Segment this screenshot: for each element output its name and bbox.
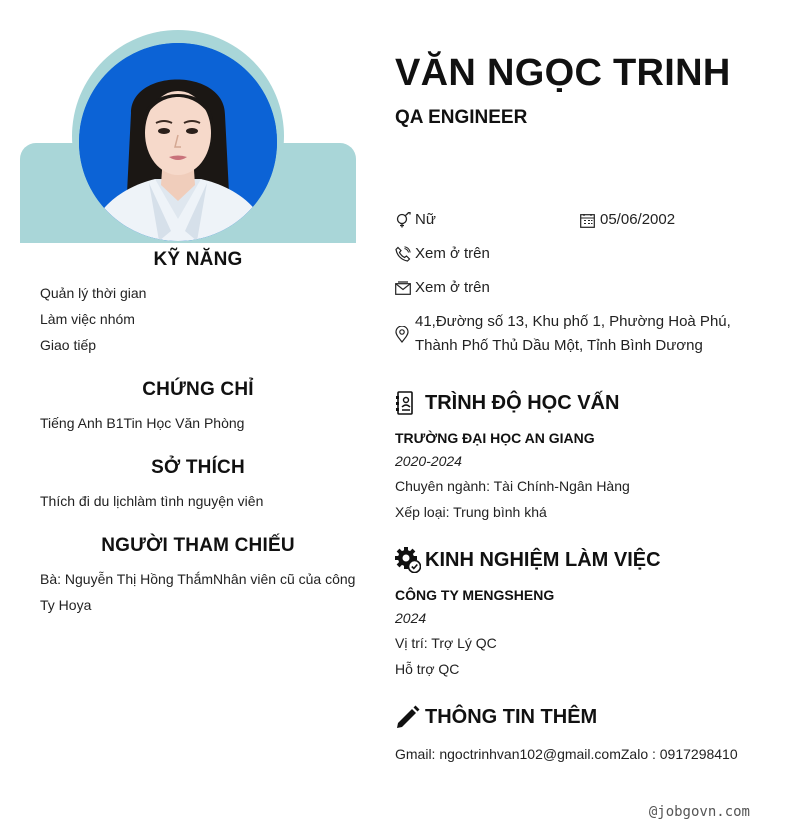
skill-item: Làm việc nhóm [40, 311, 135, 327]
hobbies-text: Thích đi du lịchlàm tình nguyện viên [40, 493, 264, 509]
address-line: Thành Phố Thủ Dầu Một, Tỉnh Bình Dương [415, 337, 703, 354]
birthdate-value: 05/06/2002 [600, 211, 676, 228]
footer-watermark: @jobgovn.com [648, 804, 750, 820]
gender-value: Nữ [415, 211, 436, 228]
experience-description: Hỗ trợ QC [395, 661, 460, 677]
phone-value: Xem ở trên [415, 245, 490, 262]
phone-row [395, 242, 490, 266]
experience-company: CÔNG TY MENGSHENG [395, 587, 555, 603]
hobbies-title: SỞ THÍCH [151, 457, 245, 478]
pencil-icon [395, 704, 425, 730]
portrait-illustration [79, 43, 277, 241]
address-line: 41,Đường số 13, Khu phố 1, Phường Hoà Phú, [415, 313, 731, 330]
reference-line: Bà: Nguyễn Thị Hồng ThắmNhân viên cũ của công [40, 571, 356, 587]
gear-badge-icon [395, 547, 425, 573]
references-text [40, 566, 360, 618]
references-title: NGƯỜI THAM CHIẾU [101, 535, 295, 556]
email-row [395, 276, 490, 300]
education-period: 2020-2024 [395, 453, 462, 469]
birthdate-row [580, 208, 675, 232]
experience-position: Vị trí: Trợ Lý QC [395, 635, 497, 651]
candidate-name: VĂN NGỌC TRINH [395, 52, 731, 94]
additional-contact: Gmail: ngoctrinhvan102@gmail.comZalo : 0917298410 [395, 746, 738, 762]
envelope-icon [395, 276, 415, 300]
education-major: Chuyên ngành: Tài Chính-Ngân Hàng [395, 478, 630, 494]
education-title: TRÌNH ĐỘ HỌC VẤN [425, 391, 620, 414]
gender-icon [395, 208, 415, 232]
skills-title: KỸ NĂNG [153, 249, 243, 270]
left-column [0, 0, 376, 832]
education-school: TRƯỜNG ĐẠI HỌC AN GIANG [395, 430, 595, 446]
skills-list [40, 280, 360, 358]
experience-heading [395, 547, 661, 573]
gender-row [395, 208, 436, 232]
email-value: Xem ở trên [415, 279, 490, 296]
additional-title: THÔNG TIN THÊM [425, 705, 598, 728]
experience-period: 2024 [395, 610, 427, 626]
phone-icon [395, 242, 415, 266]
address-row [395, 310, 731, 358]
reference-line: Ty Hoya [40, 597, 92, 613]
certificates-text: Tiếng Anh B1Tin Học Văn Phòng [40, 415, 245, 431]
certificates-title: CHỨNG CHỈ [142, 379, 254, 400]
experience-title: KINH NGHIỆM LÀM VIỆC [425, 548, 661, 571]
candidate-role: QA ENGINEER [395, 107, 528, 128]
skill-item: Quản lý thời gian [40, 285, 147, 301]
calendar-icon [580, 208, 600, 232]
location-pin-icon [395, 310, 415, 358]
address-value [415, 310, 731, 358]
education-document-icon [395, 390, 425, 416]
additional-heading [395, 704, 597, 730]
education-heading [395, 390, 619, 416]
profile-photo [79, 43, 277, 241]
skill-item: Giao tiếp [40, 337, 97, 353]
education-grade: Xếp loại: Trung bình khá [395, 504, 547, 520]
